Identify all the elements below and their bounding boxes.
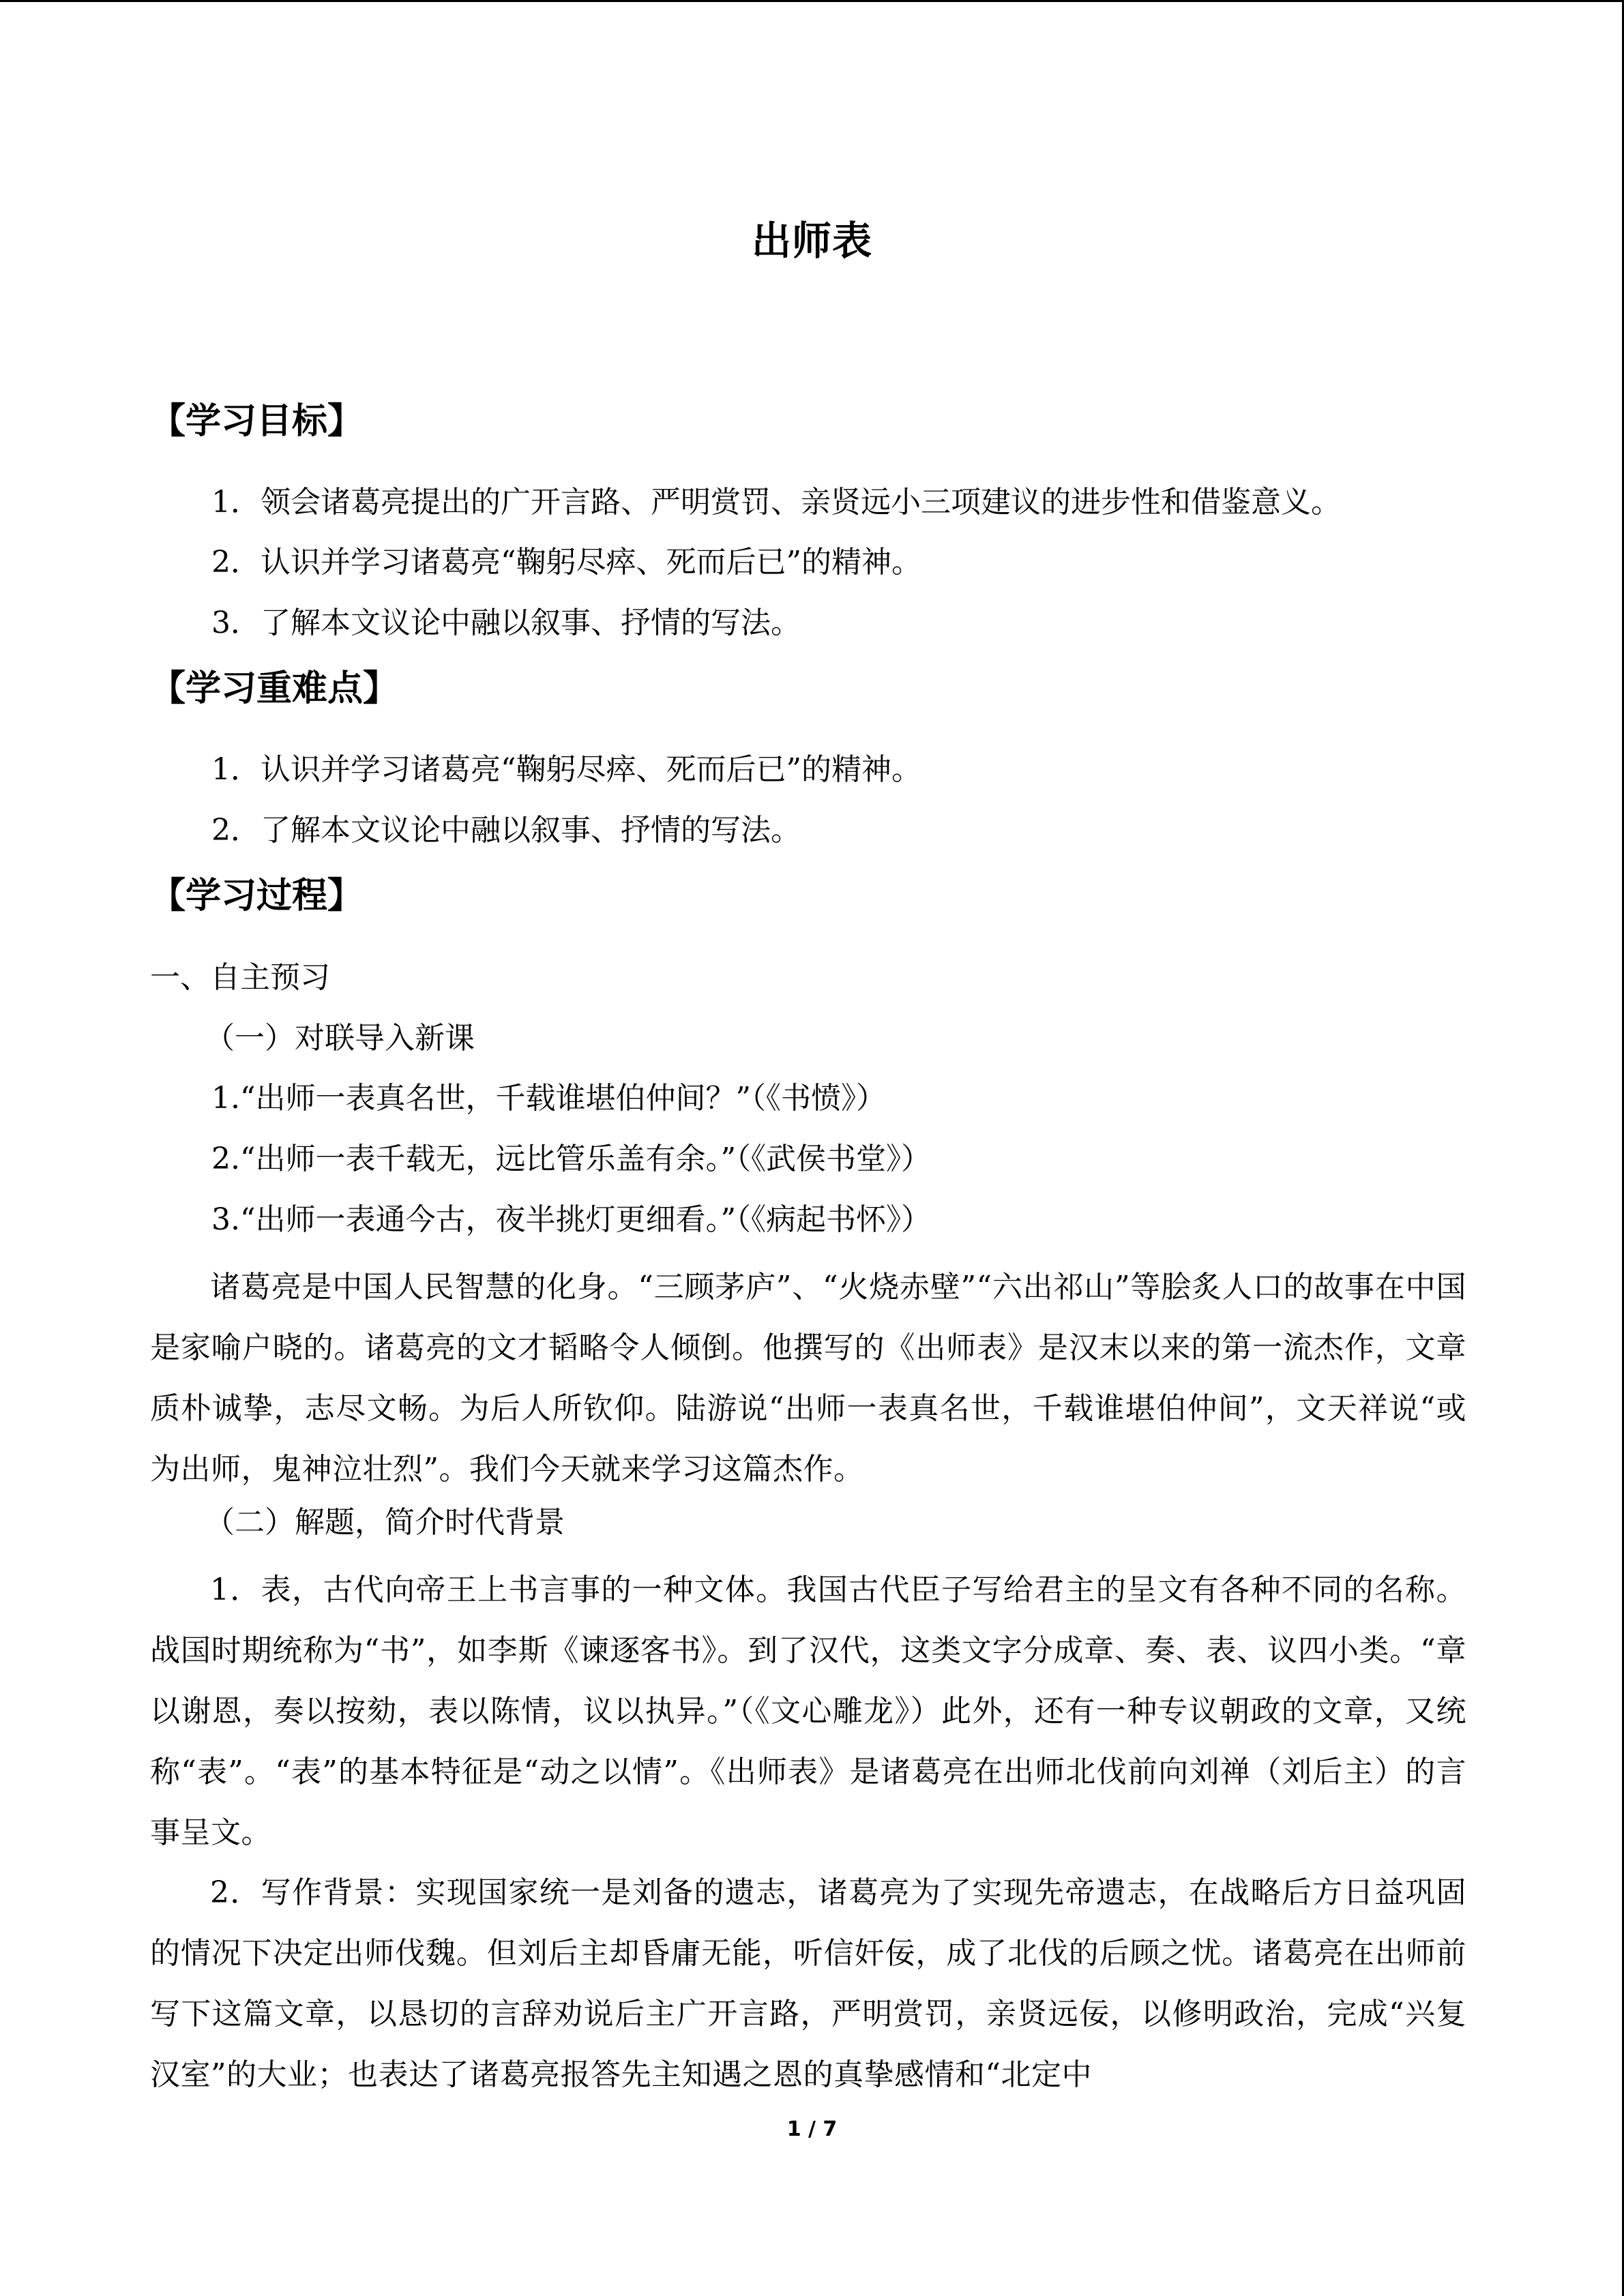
subheading-title-background: （二）解题，简介时代背景 bbox=[205, 1505, 565, 1540]
couplet-2: 2.“出师一表千载无，远比管乐盖有余。”（《武侯书堂》） bbox=[211, 1142, 931, 1176]
paragraph-biao-genre: 1．表，古代向帝王上书言事的一种文体。我国古代臣子写给君主的呈文有各种不同的名称。战国时期统称为“书”，如李斯《谏逐客书》。到了汉代，这类文字分成章、奏、表、议四小类。“章以谢恩，奏以按劾，表以陈情，议以执异。”（《文心雕龙》）此外，还有一种专议朝政的文章，又统称“表”。“表”的基本特征是“动之以情”。《出师表》是诸葛亮在出师北伐前向刘禅（刘后主）的言事呈文。 bbox=[150, 1572, 1466, 1850]
heading-objectives: 【学习目标】 bbox=[150, 401, 364, 442]
key-point-item-2: 2．了解本文议论中融以叙事、抒情的写法。 bbox=[211, 813, 801, 848]
objective-item-1: 1．领会诸葛亮提出的广开言路、严明赏罚、亲贤远小三项建议的进步性和借鉴意义。 bbox=[211, 485, 1341, 520]
objective-item-2: 2．认识并学习诸葛亮“鞠躬尽瘁、死而后已”的精神。 bbox=[211, 545, 921, 580]
key-point-item-1: 1．认识并学习诸葛亮“鞠躬尽瘁、死而后已”的精神。 bbox=[211, 752, 921, 787]
page-border-top bbox=[0, 0, 1624, 2]
heading-process: 【学习过程】 bbox=[150, 876, 364, 916]
couplet-1: 1.“出师一表真名世，千载谁堪伯仲间？”（《书愤》） bbox=[211, 1081, 886, 1116]
intro-paragraph: 诸葛亮是中国人民智慧的化身。“三顾茅庐”、“火烧赤壁”“六出祁山”等脍炙人口的故事在中国是家喻户晓的。诸葛亮的文才韬略令人倾倒。他撰写的《出师表》是汉末以来的第一流杰作，文章质朴诚挚，志尽文畅。为后人所钦仰。陆游说“出师一表真名世，千载谁堪伯仲间”，文天祥说“或为出师，鬼神泣壮烈”。我们今天就来学习这篇杰作。 bbox=[150, 1270, 1466, 1487]
document-title: 出师表 bbox=[751, 218, 872, 264]
couplet-3: 3.“出师一表通今古，夜半挑灯更细看。”（《病起书怀》） bbox=[211, 1202, 931, 1237]
part-heading-self-study: 一、自主预习 bbox=[150, 960, 330, 995]
subheading-couplet-intro: （一）对联导入新课 bbox=[205, 1021, 475, 1056]
page-number: 1 / 7 bbox=[786, 2117, 838, 2141]
paragraph-writing-background: 2．写作背景：实现国家统一是刘备的遗志，诸葛亮为了实现先帝遗志，在战略后方日益巩固的情况下决定出师伐魏。但刘后主却昏庸无能，听信奸佞，成了北伐的后顾之忧。诸葛亮在出师前写下这篇文章，以恳切的言辞劝说后主广开言路，严明赏罚，亲贤远佞，以修明政治，完成“兴复汉室”的大业；也表达了诸葛亮报答先主知遇之恩的真挚感情和“北定中 bbox=[150, 1875, 1466, 2092]
objective-item-3: 3．了解本文议论中融以叙事、抒情的写法。 bbox=[211, 606, 801, 640]
heading-key-points: 【学习重难点】 bbox=[150, 668, 399, 709]
